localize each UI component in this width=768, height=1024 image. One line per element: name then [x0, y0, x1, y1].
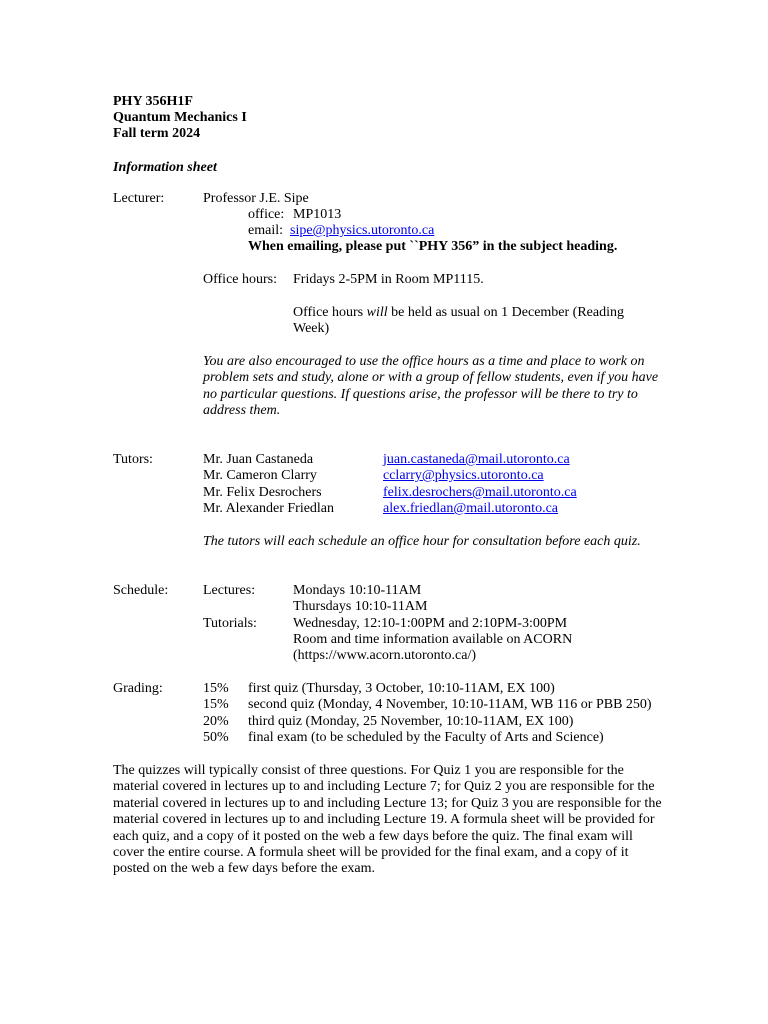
tutor-email-link[interactable]: alex.friedlan@mail.utoronto.ca — [383, 501, 558, 516]
paragraph-line: The quizzes will typically consist of three questions. For Quiz 1 you are responsible for the — [113, 763, 624, 778]
grading-percent: 15% — [203, 697, 229, 712]
tutor-name: Mr. Cameron Clarry — [203, 468, 317, 483]
grading-percent: 15% — [203, 681, 229, 696]
office-label: office: — [248, 207, 285, 222]
tutor-email-link[interactable]: felix.desrochers@mail.utoronto.ca — [383, 485, 577, 500]
tutorials-label: Tutorials: — [203, 616, 257, 631]
email-label: email: — [248, 223, 283, 238]
lecturer-email-link[interactable]: sipe@physics.utoronto.ca — [290, 223, 435, 238]
office-value: MP1013 — [293, 207, 342, 222]
grading-percent: 20% — [203, 714, 229, 729]
office-hours-note — [293, 305, 624, 321]
tutor-email-link[interactable]: cclarry@physics.utoronto.ca — [383, 468, 544, 483]
office-hours-note-line2: Week) — [293, 321, 330, 336]
paragraph-line: material covered in lectures up to and including Lecture 13; for Quiz 3 you are responsible for the — [113, 795, 662, 811]
paragraph-line: material covered in lectures up to and including Lecture 19. A formula sheet will be provided for — [113, 812, 655, 828]
schedule-label: Schedule: — [113, 583, 169, 598]
office-hours-note-pre: Office hours — [293, 305, 367, 320]
grading-description: second quiz (Monday, 4 November, 10:10-11AM, WB 116 or PBB 250) — [248, 697, 652, 712]
lecture-time: Thursdays 10:10-11AM — [293, 599, 428, 614]
quizzes-paragraph — [113, 763, 662, 878]
paragraph-line: posted on the web a few days before the exam. — [113, 861, 376, 877]
office-hours-label: Office hours: — [203, 272, 277, 287]
encouragement-line: address them. — [203, 403, 281, 419]
office-hours-encouragement — [203, 354, 658, 420]
encouragement-line: problem sets and study, alone or with a group of fellow students, even if you have — [203, 370, 659, 386]
tutors-label: Tutors: — [113, 452, 153, 467]
grading-description: first quiz (Thursday, 3 October, 10:10-11AM, EX 100) — [248, 681, 555, 696]
page-subtitle: Information sheet — [113, 160, 217, 175]
lecturer-label: Lecturer: — [113, 191, 165, 206]
email-note: When emailing, please put ``PHY 356” in the subject heading. — [248, 239, 618, 254]
lecturer-name: Professor J.E. Sipe — [203, 191, 309, 206]
encouragement-line: You are also encouraged to use the office hours as a time and place to work on — [203, 354, 645, 369]
tutor-name: Mr. Felix Desrochers — [203, 485, 322, 500]
tutor-email-link[interactable]: juan.castaneda@mail.utoronto.ca — [383, 452, 570, 467]
paragraph-line: cover the entire course. A formula sheet will be provided for the final exam, and a copy of it — [113, 845, 629, 861]
office-hours-note-post: be held as usual on 1 December (Reading — [387, 305, 624, 320]
tutorial-time: Wednesday, 12:10-1:00PM and 2:10PM-3:00PM — [293, 616, 568, 631]
office-hours-note-emphasis: will — [366, 305, 388, 320]
lecture-time: Mondays 10:10-11AM — [293, 583, 422, 598]
tutor-name: Mr. Alexander Friedlan — [203, 501, 335, 516]
paragraph-line: material covered in lectures up to and including Lecture 7; for Quiz 2 you are responsible for the — [113, 779, 655, 795]
course-term: Fall term 2024 — [113, 126, 201, 141]
paragraph-line: each quiz, and a copy of it posted on the web a few days before the quiz. The final exam will — [113, 828, 633, 844]
tutors-note: The tutors will each schedule an office hour for consultation before each quiz. — [203, 534, 641, 549]
office-hours-value: Fridays 2-5PM in Room MP1115. — [293, 272, 484, 287]
grading-description: final exam (to be scheduled by the Faculty of Arts and Science) — [248, 730, 604, 745]
lectures-label: Lectures: — [203, 583, 256, 598]
grading-description: third quiz (Monday, 25 November, 10:10-11AM, EX 100) — [248, 714, 574, 729]
grading-label: Grading: — [113, 681, 163, 696]
grading-percent: 50% — [203, 730, 229, 745]
tutor-name: Mr. Juan Castaneda — [203, 452, 314, 467]
course-code: PHY 356H1F — [113, 94, 193, 109]
encouragement-line: no particular questions. If questions arise, the professor will be there to try to — [203, 386, 638, 402]
course-name: Quantum Mechanics I — [113, 110, 247, 125]
tutorial-room-info: Room and time information available on ACORN — [293, 632, 573, 647]
tutorial-acorn-url: (https://www.acorn.utoronto.ca/) — [293, 648, 476, 663]
